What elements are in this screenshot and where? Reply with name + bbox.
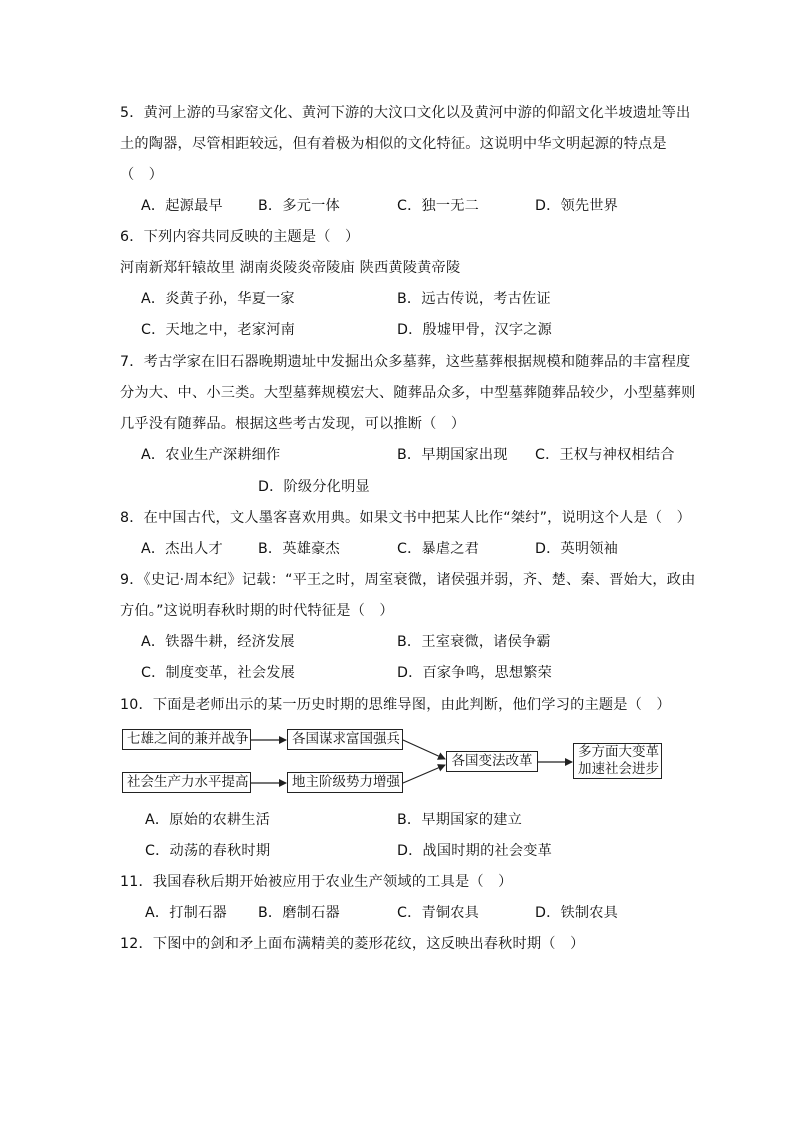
q9-option-a: A．铁器牛耕，经济发展: [141, 634, 295, 650]
q8-option-a: A．杰出人才: [141, 541, 223, 557]
q7-stem-line3: 几乎没有随葬品。根据这些考古发现，可以推断（ ）: [120, 416, 466, 432]
q5-option-b: B．多元一体: [258, 198, 340, 214]
q6-option-b: B．远古传说，考古佐证: [397, 291, 551, 307]
mindmap-box-great-change-line2: 加速社会进步: [578, 761, 659, 777]
q11-option-b: B．磨制石器: [258, 905, 340, 921]
q11-option-d: D．铁制农具: [535, 905, 619, 921]
q10-option-a: A．原始的农耕生活: [145, 812, 271, 828]
mindmap-box-productivity: 社会生产力水平提高: [122, 772, 251, 793]
q5-option-c: C．独一无二: [397, 198, 480, 214]
q6-option-d: D．殷墟甲骨，汉字之源: [397, 322, 553, 338]
arrow-4-to-5: [403, 765, 445, 783]
arrow-2-to-5: [403, 740, 445, 759]
q7-stem-line1: 7．考古学家在旧石器晚期遗址中发掘出众多墓葬，这些墓葬根据规模和随葬品的丰富程度: [120, 354, 691, 370]
q6-option-a: A．炎黄子孙，华夏一家: [141, 291, 295, 307]
q7-option-d: D．阶级分化明显: [258, 479, 370, 495]
mindmap-box-great-change-line1: 多方面大变革: [578, 744, 659, 760]
q5-option-a: A．起源最早: [141, 198, 223, 214]
mindmap-box-annexation-wars: 七雄之间的兼并战争: [122, 729, 251, 750]
q9-option-b: B．王室衰微，诸侯争霸: [397, 634, 551, 650]
q10-option-c: C．动荡的春秋时期: [145, 843, 271, 859]
q12-stem-line1: 12．下图中的剑和矛上面布满精美的菱形花纹，这反映出春秋时期（ ）: [120, 936, 585, 952]
q7-option-b: B．早期国家出现: [397, 447, 508, 463]
mindmap-box-reforms: 各国变法改革: [446, 751, 538, 772]
q5-stem-line1: 5．黄河上游的马家窑文化、黄河下游的大汶口文化以及黄河中游的仰韶文化半坡遗址等出: [120, 105, 691, 121]
q5-option-d: D．领先世界: [535, 198, 619, 214]
q10-stem-line1: 10．下面是老师出示的某一历史时期的思维导图，由此判断，他们学习的主题是（ ）: [120, 697, 671, 713]
mindmap-box-landlord-class: 地主阶级势力增强: [287, 772, 403, 793]
q7-option-a: A．农业生产深耕细作: [141, 447, 281, 463]
q11-option-c: C．青铜农具: [397, 905, 480, 921]
q6-option-c: C．天地之中，老家河南: [141, 322, 295, 338]
q11-stem-line1: 11．我国春秋后期开始被应用于农业生产领域的工具是（ ）: [120, 874, 513, 890]
q8-stem-line1: 8．在中国古代，文人墨客喜欢用典。如果文书中把某人比作“桀纣”，说明这个人是（ ）: [120, 510, 692, 526]
q10-option-d: D．战国时期的社会变革: [397, 843, 553, 859]
q5-stem-line3: （ ）: [120, 167, 164, 183]
q11-option-a: A．打制石器: [145, 905, 227, 921]
q7-stem-line2: 分为大、中、小三类。大型墓葬规模宏大、随葬品众多，中型墓葬随葬品较少，小型墓葬则: [120, 385, 696, 401]
q5-stem-line2: 土的陶器，尽管相距较远，但有着极为相似的文化特征。这说明中华文明起源的特点是: [120, 136, 667, 152]
q9-option-c: C．制度变革，社会发展: [141, 665, 295, 681]
q6-stem-line2: 河南新郑轩辕故里 湖南炎陵炎帝陵庙 陕西黄陵黄帝陵: [120, 260, 461, 276]
mindmap-box-rich-strong: 各国谋求富国强兵: [287, 729, 403, 750]
q7-option-c: C．王权与神权相结合: [535, 447, 675, 463]
q9-stem-line1: 9．《史记·周本纪》记载：“平王之时，周室衰微，诸侯强并弱，齐、楚、秦、晋始大，政由: [120, 572, 696, 588]
mindmap-box-great-change: [573, 743, 662, 779]
q8-option-b: B．英雄豪杰: [258, 541, 340, 557]
q8-option-c: C．暴虐之君: [397, 541, 480, 557]
q9-stem-line2: 方伯。”这说明春秋时期的时代特征是（ ）: [120, 603, 394, 619]
q6-stem-line1: 6．下列内容共同反映的主题是（ ）: [120, 229, 360, 245]
q10-option-b: B．早期国家的建立: [397, 812, 523, 828]
q9-option-d: D．百家争鸣，思想繁荣: [397, 665, 553, 681]
q8-option-d: D．英明领袖: [535, 541, 619, 557]
